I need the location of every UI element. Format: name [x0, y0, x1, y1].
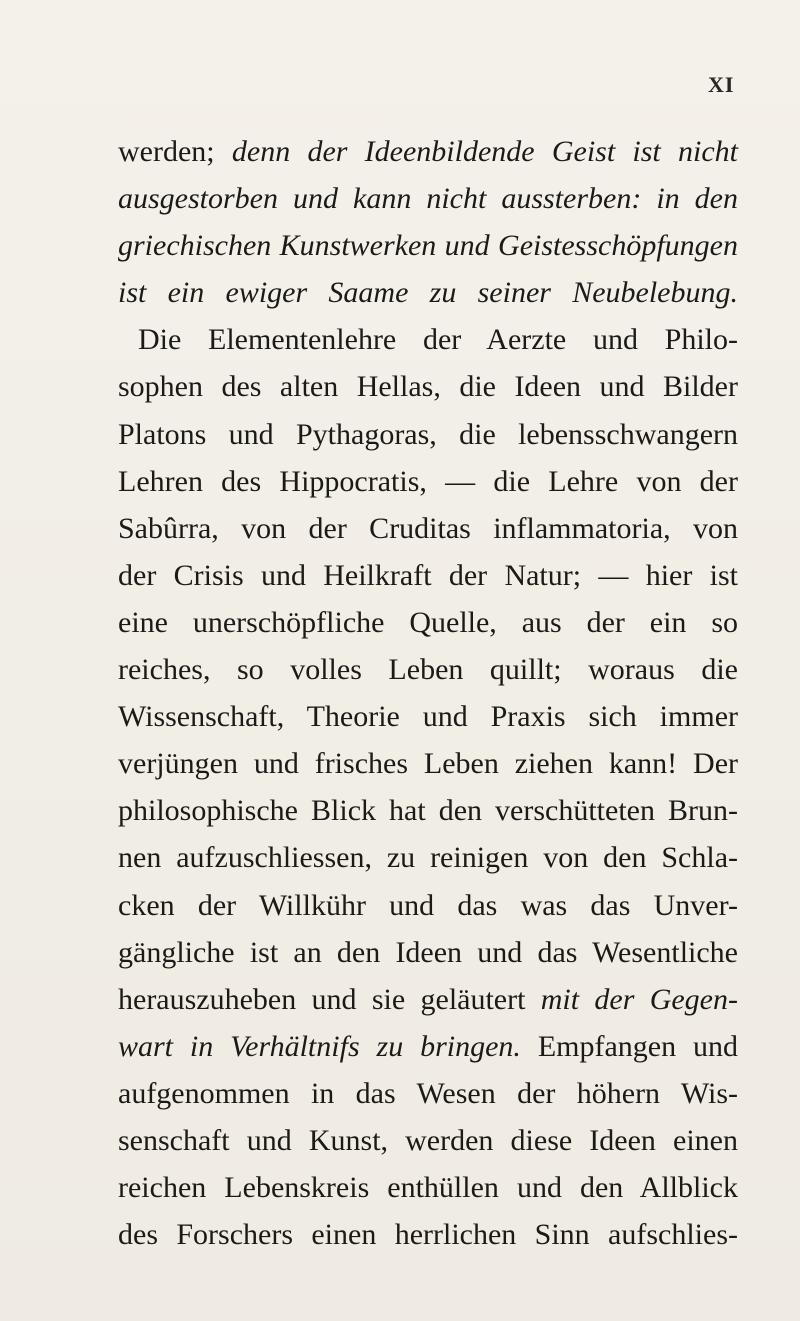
text-segment: ausgestorben und kann nicht aussterben: in den: [118, 182, 738, 216]
text-line: [118, 787, 738, 834]
text-segment: verjüngen und frisches Leben ziehen kann! Der: [118, 747, 738, 781]
text-segment: reichen Lebenskreis enthüllen und den Allblick: [118, 1171, 738, 1205]
text-line: [118, 1023, 738, 1070]
text-segment: mit der Gegen-: [540, 982, 738, 1016]
text-line: [118, 976, 738, 1023]
text-segment: cken der Willkühr und das was das Unver-: [118, 888, 738, 922]
text-segment: herauszuheben und sie geläutert: [118, 982, 541, 1016]
text-line: [118, 458, 738, 505]
text-segment: gängliche ist an den Ideen und das Wesentliche: [118, 935, 738, 969]
text-line: [118, 646, 738, 693]
text-line: [118, 175, 738, 222]
text-segment: Empfangen und: [520, 1029, 738, 1063]
text-segment: eine unerschöpfliche Quelle, aus der ein so: [118, 605, 738, 639]
text-line: [118, 552, 738, 599]
text-segment: des Forschers einen herrlichen Sinn aufschlies-: [118, 1218, 738, 1252]
text-segment: wart in Verhältnifs zu bringen.: [118, 1029, 521, 1063]
text-line: [118, 411, 738, 458]
text-segment: Sabûrra, von der Cruditas inflammatoria, von: [118, 511, 738, 545]
text-line: [118, 599, 738, 646]
text-segment: nen aufzuschliessen, zu reinigen von den Schla-: [118, 841, 738, 875]
text-segment: denn der Ideenbildende Geist ist nicht: [231, 135, 738, 168]
text-segment: sophen des alten Hellas, die Ideen und Bilder: [118, 370, 738, 404]
text-line: [118, 1211, 738, 1258]
text-segment: senschaft und Kunst, werden diese Ideen einen: [118, 1123, 738, 1157]
text-line: [118, 128, 738, 175]
body-text: [118, 128, 738, 1258]
text-segment: Die Elementenlehre der Aerzte und Philo-: [138, 323, 738, 357]
text-line: [118, 1070, 738, 1117]
text-line: [118, 363, 738, 410]
text-line: [118, 1164, 738, 1211]
text-line: [118, 222, 738, 269]
text-segment: der Crisis und Heilkraft der Natur; — hier ist: [118, 558, 738, 592]
text-segment: reiches, so volles Leben quillt; woraus die: [118, 653, 738, 687]
page-number: XI: [708, 72, 735, 97]
text-line: [118, 1117, 738, 1164]
text-segment: griechischen Kunstwerken und Geistesschöpfungen: [118, 229, 738, 263]
text-segment: Wissenschaft, Theorie und Praxis sich immer: [118, 700, 738, 734]
text-segment: aufgenommen in das Wesen der höhern Wis-: [118, 1076, 738, 1110]
text-segment: ist ein ewiger Saame zu seiner Neubelebung.: [118, 276, 738, 310]
text-line: [118, 882, 738, 929]
text-segment: philosophische Blick hat den verschütteten Brun-: [118, 794, 738, 828]
text-line: [118, 929, 738, 976]
text-segment: Platons und Pythagoras, die lebensschwangern: [118, 417, 738, 451]
text-segment: werden;: [118, 135, 232, 168]
text-line: [118, 834, 738, 881]
text-line: [118, 505, 738, 552]
text-line: [118, 269, 738, 316]
text-line: [118, 316, 738, 363]
text-line: [118, 740, 738, 787]
text-segment: Lehren des Hippocratis, — die Lehre von der: [118, 464, 738, 498]
text-line: [118, 693, 738, 740]
